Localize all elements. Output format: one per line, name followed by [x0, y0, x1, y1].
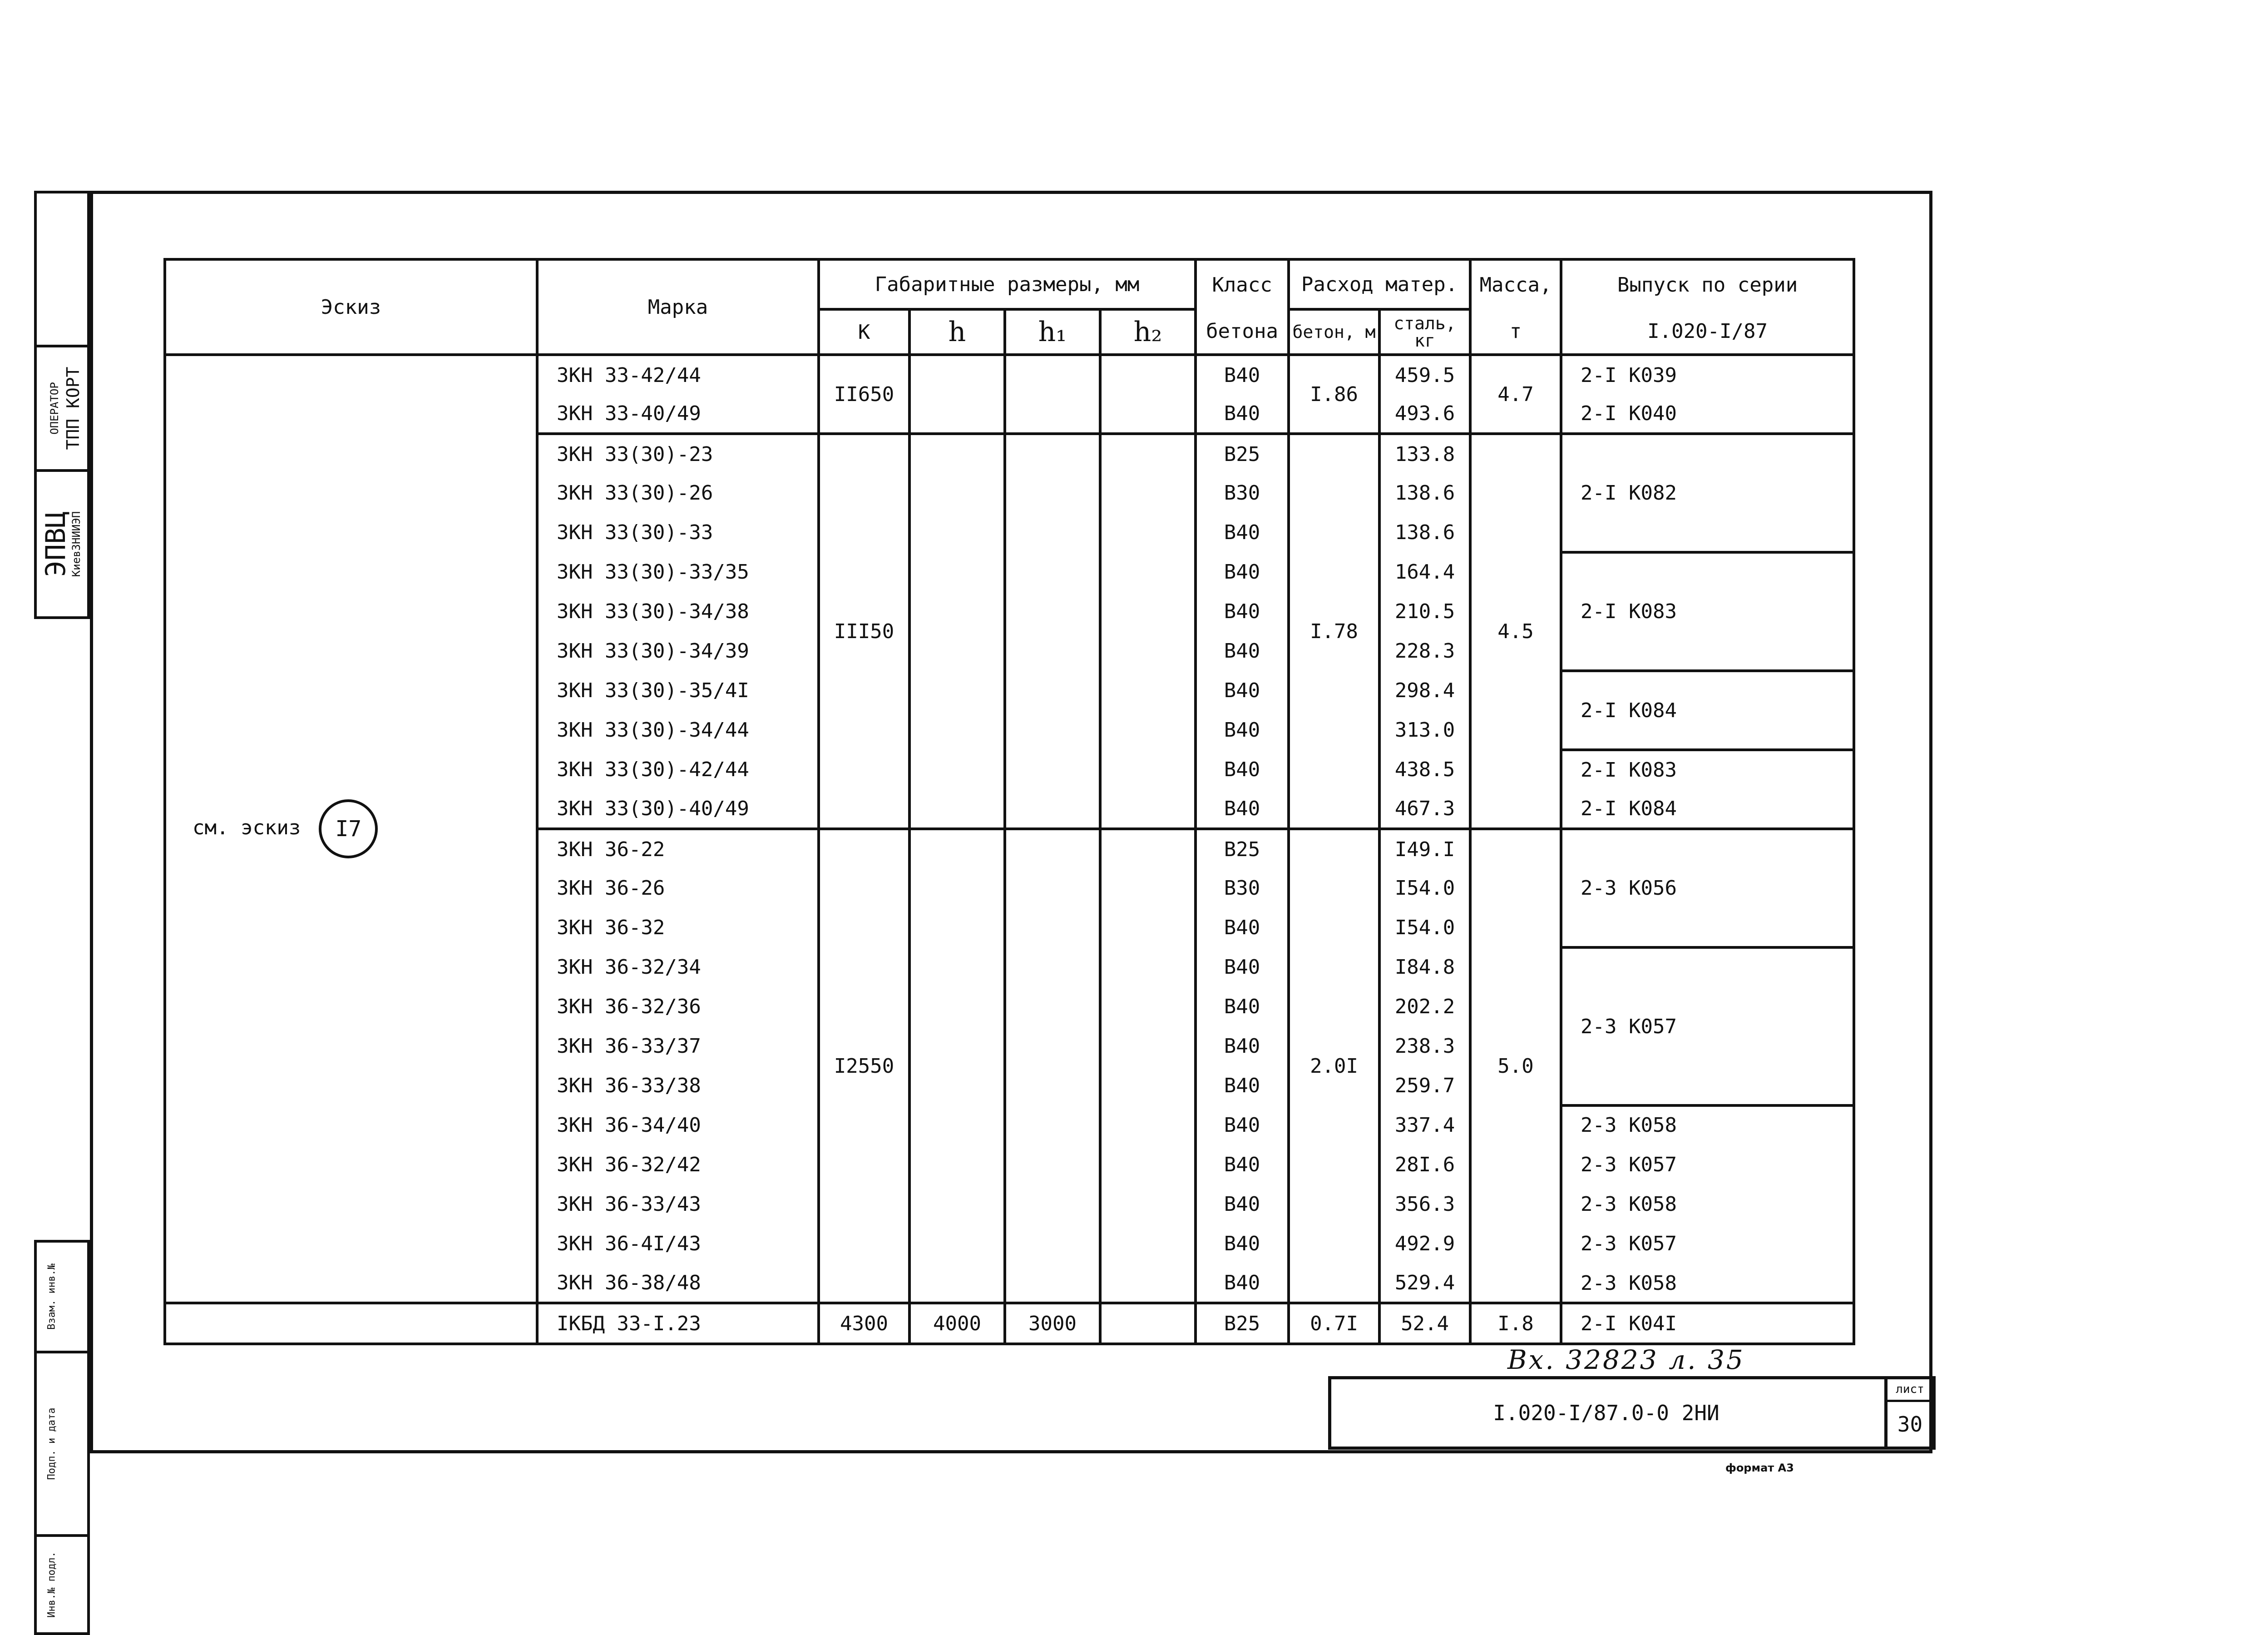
specification-table	[163, 258, 1855, 1345]
beton-cell: 0.7I	[1289, 1303, 1379, 1344]
vypusk-cell	[1561, 750, 1854, 829]
beton-cell: I.78	[1289, 434, 1379, 829]
mark-cell: 3КН 36-33/38	[537, 1066, 819, 1105]
klass-cell: В40	[1196, 1224, 1289, 1263]
stal-cell: I49.I	[1379, 829, 1470, 868]
header-massa: Масса,	[1470, 259, 1561, 309]
vypusk-cell: 2-I К040	[1561, 394, 1854, 434]
side-epvc: ЭПВЦ	[40, 511, 72, 577]
mark-cell: 3КН 36-22	[537, 829, 819, 868]
header-vypusk-2: I.020-I/87	[1561, 309, 1854, 355]
klass-cell: В40	[1196, 710, 1289, 750]
side-org: КиевЗНИИЭП	[69, 511, 83, 577]
sheet-label: лист	[1888, 1379, 1932, 1402]
vypusk-line: 2-I К083	[1581, 758, 1677, 782]
stal-cell: 138.6	[1379, 473, 1470, 513]
eskiz-cell	[165, 355, 537, 1303]
stal-cell: 164.4	[1379, 552, 1470, 592]
stal-cell: 337.4	[1379, 1105, 1470, 1145]
sheet-number: 30	[1897, 1412, 1923, 1437]
h1-cell	[1005, 434, 1100, 829]
header-h2: h₂	[1100, 309, 1196, 355]
massa-cell: 4.7	[1470, 355, 1561, 434]
header-rashod: Расход матер.	[1289, 259, 1470, 309]
mark-cell: 3КН 36-32/42	[537, 1145, 819, 1184]
k-cell: III50	[819, 434, 909, 829]
mark-cell: 3КН 36-38/48	[537, 1263, 819, 1303]
vypusk-cell	[1561, 1105, 1854, 1303]
stal-cell: 492.9	[1379, 1224, 1470, 1263]
klass-cell: В25	[1196, 1303, 1289, 1344]
h-cell	[909, 829, 1005, 1303]
sketch-number-circle: I7	[319, 799, 378, 858]
h2-cell	[1100, 1303, 1196, 1344]
header-gabarit: Габаритные размеры, мм	[819, 259, 1196, 309]
header-stal: сталь, кг	[1379, 309, 1470, 355]
klass-cell: В40	[1196, 671, 1289, 710]
stal-cell: 313.0	[1379, 710, 1470, 750]
k-cell: II650	[819, 355, 909, 434]
vypusk-cell: 2-I К039	[1561, 355, 1854, 394]
beton-cell: I.86	[1289, 355, 1379, 434]
mark-cell: 3КН 36-26	[537, 868, 819, 908]
mark-cell: 3КН 33(30)-40/49	[537, 789, 819, 829]
klass-cell: В40	[1196, 631, 1289, 671]
header-marka: Марка	[537, 259, 819, 355]
klass-cell: В40	[1196, 1263, 1289, 1303]
mark-cell: 3КН 33(30)-35/4I	[537, 671, 819, 710]
side-strip	[34, 191, 90, 1618]
mark-cell: 3КН 33(30)-23	[537, 434, 819, 473]
side-operator: ОПЕРАТОР	[48, 382, 61, 435]
beton-cell: 2.0I	[1289, 829, 1379, 1303]
klass-cell: В40	[1196, 789, 1289, 829]
header-eskiz: Эскиз	[165, 259, 537, 355]
mark-cell: 3КН 33(30)-34/39	[537, 631, 819, 671]
klass-cell: В40	[1196, 1105, 1289, 1145]
stal-cell: 28I.6	[1379, 1145, 1470, 1184]
stal-cell: 459.5	[1379, 355, 1470, 394]
mark-cell: 3КН 33(30)-33/35	[537, 552, 819, 592]
vypusk-line: 2-3 К058	[1581, 1272, 1677, 1295]
side-vzam: Взам. инв.№	[46, 1263, 58, 1330]
mark-cell: 3КН 36-4I/43	[537, 1224, 819, 1263]
stal-cell: I84.8	[1379, 947, 1470, 987]
mark-cell: 3КН 36-32/34	[537, 947, 819, 987]
klass-cell: В40	[1196, 1026, 1289, 1066]
vypusk-cell: 2-3 К056	[1561, 829, 1854, 947]
stal-cell: 493.6	[1379, 394, 1470, 434]
stal-cell: 356.3	[1379, 1184, 1470, 1224]
mark-cell: IКБД 33-I.23	[537, 1303, 819, 1344]
side-inv: Инв.№ подл.	[46, 1551, 58, 1618]
k-cell: I2550	[819, 829, 909, 1303]
klass-cell: В40	[1196, 1066, 1289, 1105]
h-cell	[909, 355, 1005, 434]
klass-cell: В40	[1196, 552, 1289, 592]
mark-cell: 3КН 33(30)-34/44	[537, 710, 819, 750]
stal-cell: 529.4	[1379, 1263, 1470, 1303]
header-h1: h₁	[1005, 309, 1100, 355]
mark-cell: 3КН 33-40/49	[537, 394, 819, 434]
k-cell: 4300	[819, 1303, 909, 1344]
vypusk-line: 2-3 К057	[1581, 1153, 1677, 1176]
side-tpp: ТПП КОРТ	[63, 367, 83, 450]
h2-cell	[1100, 355, 1196, 434]
klass-cell: В40	[1196, 513, 1289, 552]
klass-cell: В40	[1196, 394, 1289, 434]
stal-cell: 228.3	[1379, 631, 1470, 671]
vypusk-line: 2-3 К058	[1581, 1193, 1677, 1216]
klass-cell: В40	[1196, 750, 1289, 789]
h1-cell	[1005, 355, 1100, 434]
mark-cell: 3КН 33(30)-34/38	[537, 592, 819, 631]
klass-cell: В30	[1196, 473, 1289, 513]
klass-cell: В25	[1196, 434, 1289, 473]
stal-cell: 202.2	[1379, 987, 1470, 1026]
side-inv-cell	[34, 1534, 90, 1635]
stal-cell: 259.7	[1379, 1066, 1470, 1105]
h2-cell	[1100, 829, 1196, 1303]
handwritten-note: Вх. 32823 л. 35	[1507, 1344, 1745, 1375]
vypusk-cell: 2-I К082	[1561, 434, 1854, 552]
vypusk-line: 2-3 К058	[1581, 1114, 1677, 1137]
vypusk-cell: 2-I К04I	[1561, 1303, 1854, 1344]
h2-cell	[1100, 434, 1196, 829]
vypusk-cell: 2-I К084	[1561, 671, 1854, 750]
mark-cell: 3КН 33(30)-33	[537, 513, 819, 552]
stal-cell: I54.0	[1379, 868, 1470, 908]
title-block	[1328, 1376, 1936, 1450]
massa-cell: 5.0	[1470, 829, 1561, 1303]
side-podp: Подп. и дата	[46, 1407, 58, 1480]
klass-cell: В40	[1196, 1145, 1289, 1184]
klass-cell: В40	[1196, 1184, 1289, 1224]
header-klass-2: бетона	[1196, 309, 1289, 355]
massa-cell: 4.5	[1470, 434, 1561, 829]
format-label: формат А3	[1725, 1462, 1794, 1474]
stal-cell: I54.0	[1379, 908, 1470, 947]
see-sketch-label: см. эскиз	[193, 816, 301, 839]
mark-cell: 3КН 36-32	[537, 908, 819, 947]
stal-cell: 467.3	[1379, 789, 1470, 829]
klass-cell: В40	[1196, 987, 1289, 1026]
mark-cell: 3КН 33-42/44	[537, 355, 819, 394]
header-k: К	[819, 309, 909, 355]
mark-cell: 3КН 36-33/43	[537, 1184, 819, 1224]
vypusk-line: 2-I К084	[1581, 797, 1677, 820]
stal-cell: 133.8	[1379, 434, 1470, 473]
stal-cell: 238.3	[1379, 1026, 1470, 1066]
h1-cell	[1005, 829, 1100, 1303]
h-cell: 4000	[909, 1303, 1005, 1344]
mark-cell: 3КН 36-32/36	[537, 987, 819, 1026]
side-operator-cell	[34, 345, 90, 472]
klass-cell: В40	[1196, 592, 1289, 631]
mark-cell: 3КН 36-34/40	[537, 1105, 819, 1145]
h1-cell: 3000	[1005, 1303, 1100, 1344]
klass-cell: В40	[1196, 355, 1289, 394]
klass-cell: В30	[1196, 868, 1289, 908]
mark-cell: 3КН 36-33/37	[537, 1026, 819, 1066]
stal-cell: 138.6	[1379, 513, 1470, 552]
header-massa-2: т	[1470, 309, 1561, 355]
header-vypusk: Выпуск по серии	[1561, 259, 1854, 309]
sheet-number-box	[1884, 1376, 1936, 1450]
stal-cell: 438.5	[1379, 750, 1470, 789]
stal-cell: 52.4	[1379, 1303, 1470, 1344]
mark-cell: 3КН 33(30)-26	[537, 473, 819, 513]
klass-cell: В25	[1196, 829, 1289, 868]
vypusk-cell: 2-3 К057	[1561, 947, 1854, 1105]
header-beton: бетон, м	[1289, 309, 1379, 355]
stal-cell: 298.4	[1379, 671, 1470, 710]
vypusk-line: 2-3 К057	[1581, 1232, 1677, 1255]
header-klass: Класс	[1196, 259, 1289, 309]
side-vzam-cell	[34, 1240, 90, 1353]
massa-cell: I.8	[1470, 1303, 1561, 1344]
document-code: I.020-I/87.0-0 2НИ	[1493, 1401, 1720, 1425]
eskiz-cell-empty	[165, 1303, 537, 1344]
klass-cell: В40	[1196, 908, 1289, 947]
mark-cell: 3КН 33(30)-42/44	[537, 750, 819, 789]
vypusk-cell: 2-I К083	[1561, 552, 1854, 671]
header-h: h	[909, 309, 1005, 355]
h-cell	[909, 434, 1005, 829]
side-empty-top	[34, 191, 90, 347]
side-epvc-cell	[34, 469, 90, 619]
side-podp-cell	[34, 1351, 90, 1537]
stal-cell: 210.5	[1379, 592, 1470, 631]
klass-cell: В40	[1196, 947, 1289, 987]
